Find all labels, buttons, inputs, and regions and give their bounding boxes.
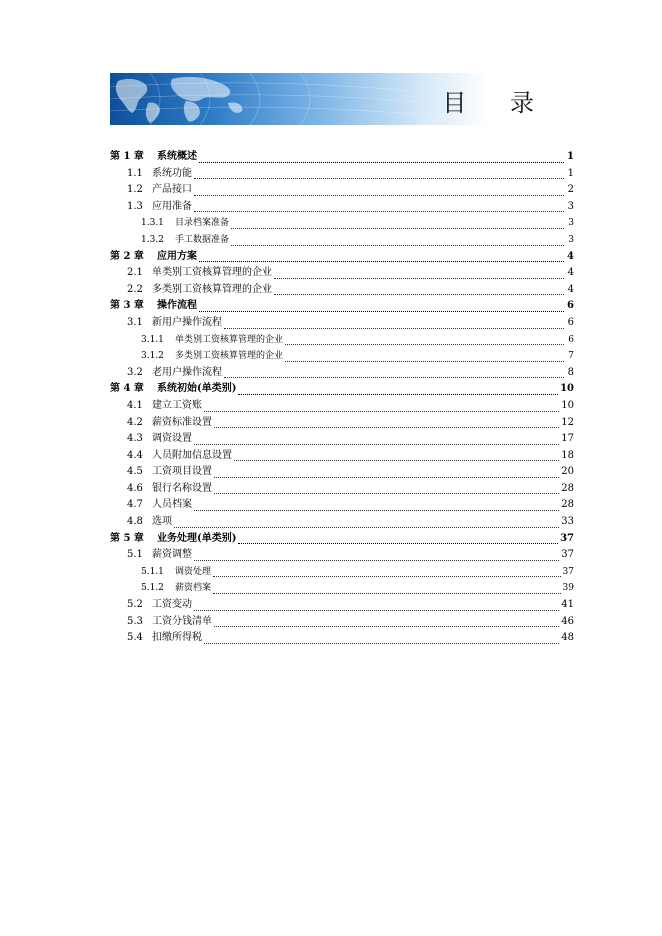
toc-dot-leader (204, 642, 559, 644)
toc-entry-title: 人员档案 (152, 499, 192, 511)
toc-entry-page: 17 (561, 433, 574, 445)
toc-entry[interactable] (110, 514, 574, 531)
toc-dot-leader (238, 542, 558, 544)
toc-entry-title: 手工数据准备 (175, 234, 230, 245)
toc-entry[interactable] (110, 348, 574, 365)
toc-dot-leader (213, 592, 561, 594)
toc-dot-leader (274, 277, 564, 279)
toc-entry-number: 1.3 (127, 200, 143, 212)
toc-entry-title: 调资设置 (152, 433, 192, 445)
toc-entry[interactable] (110, 166, 574, 183)
toc-entry-number: 3.1.1 (141, 334, 164, 345)
toc-entry-page: 28 (561, 499, 574, 511)
toc-dot-leader (238, 393, 558, 395)
toc-dot-leader (194, 559, 559, 561)
toc-entry-title: 业务处理(单类别) (157, 532, 237, 544)
toc-entry-title: 操作流程 (157, 300, 197, 312)
toc-dot-leader (174, 526, 559, 528)
toc-entry[interactable] (110, 265, 574, 282)
toc-entry[interactable] (110, 614, 574, 631)
toc-entry[interactable] (110, 282, 574, 299)
toc-dot-leader (214, 426, 559, 428)
toc-entry-title: 建立工资账 (152, 399, 202, 411)
toc-entry-page: 4 (567, 283, 574, 295)
toc-entry-number: 第 2 章 (110, 250, 144, 262)
toc-dot-leader (214, 492, 559, 494)
toc-entry[interactable] (110, 398, 574, 415)
toc-entry[interactable] (110, 464, 574, 481)
toc-entry-number: 1.3.2 (141, 234, 164, 245)
toc-dot-leader (204, 410, 559, 412)
toc-entry-number: 4.3 (127, 433, 143, 445)
toc-entry-title: 工资分钱清单 (152, 615, 212, 627)
toc-entry[interactable] (110, 597, 574, 614)
toc-entry[interactable] (110, 199, 574, 216)
toc-entry-number: 1.2 (127, 184, 143, 196)
toc-dot-leader (285, 343, 564, 345)
toc-entry-number: 第 5 章 (110, 532, 144, 544)
toc-dot-leader (231, 227, 564, 229)
toc-entry-title: 选项 (152, 516, 172, 528)
toc-dot-leader (199, 310, 564, 312)
toc-entry-title: 目录档案准备 (175, 218, 230, 229)
toc-entry-title: 薪资标准设置 (152, 416, 212, 428)
toc-entry-title: 新用户操作流程 (152, 316, 222, 328)
toc-entry[interactable] (110, 564, 574, 581)
toc-entry[interactable] (110, 497, 574, 514)
toc-entry[interactable] (110, 215, 574, 232)
toc-entry-title: 单类别工资核算管理的企业 (175, 334, 284, 345)
toc-entry-page: 7 (568, 351, 574, 362)
toc-entry-page: 6 (567, 316, 574, 328)
toc-entry[interactable] (110, 232, 574, 249)
toc-entry-number: 第 3 章 (110, 300, 144, 312)
toc-entry-title: 应用方案 (157, 250, 197, 262)
toc-entry-title: 系统概述 (157, 151, 197, 162)
toc-entry-page: 46 (561, 615, 574, 627)
toc-dot-leader (285, 360, 564, 362)
toc-entry[interactable] (110, 630, 574, 647)
toc-dot-leader (194, 609, 559, 611)
toc-entry[interactable] (110, 547, 574, 564)
toc-entry[interactable] (110, 415, 574, 432)
toc-entry[interactable] (110, 481, 574, 498)
toc-entry[interactable] (110, 249, 574, 266)
toc-entry-page: 37 (562, 566, 574, 577)
toc-entry-page: 10 (560, 383, 574, 395)
toc-entry-page: 12 (561, 416, 574, 428)
toc-entry-title: 扣缴所得税 (152, 632, 202, 644)
toc-entry-page: 20 (561, 466, 574, 478)
toc-entry[interactable] (110, 381, 574, 398)
toc-entry-page: 3 (568, 218, 574, 229)
toc-dot-leader (214, 476, 559, 478)
toc-entry-page: 3 (568, 234, 574, 245)
toc-dot-leader (194, 443, 559, 445)
toc-entry-page: 37 (561, 549, 574, 561)
toc-entry-number: 4.5 (127, 466, 143, 478)
table-of-contents (110, 149, 574, 647)
toc-dot-leader (194, 210, 564, 212)
toc-dot-leader (224, 327, 564, 329)
toc-dot-leader (231, 244, 564, 246)
toc-entry[interactable] (110, 332, 574, 349)
toc-entry-number: 4.2 (127, 416, 143, 428)
toc-entry-title: 系统初始(单类别) (157, 383, 237, 395)
toc-entry-page: 6 (568, 334, 574, 345)
toc-entry-title: 银行名称设置 (152, 482, 212, 494)
toc-entry-number: 5.4 (127, 632, 143, 644)
toc-entry-number: 5.1 (127, 549, 143, 561)
toc-entry-page: 18 (561, 449, 574, 461)
toc-dot-leader (234, 459, 559, 461)
toc-entry-page: 8 (567, 366, 574, 378)
toc-entry-number: 4.4 (127, 449, 143, 461)
toc-entry-page: 41 (561, 599, 574, 611)
toc-entry-title: 产品接口 (152, 184, 192, 196)
toc-dot-leader (213, 575, 561, 577)
toc-entry-title: 系统功能 (152, 167, 192, 179)
toc-entry-page: 37 (560, 532, 574, 544)
toc-entry-title: 工资变动 (152, 599, 192, 611)
toc-entry-page: 48 (561, 632, 574, 644)
toc-entry-page: 1 (567, 151, 574, 162)
toc-dot-leader (224, 376, 564, 378)
toc-entry[interactable] (110, 182, 574, 199)
toc-entry-number: 5.1.2 (141, 583, 164, 594)
toc-entry-number: 5.3 (127, 615, 143, 627)
toc-dot-leader (214, 625, 559, 627)
toc-entry-title: 多类别工资核算管理的企业 (175, 351, 284, 362)
toc-entry-page: 3 (567, 200, 574, 212)
toc-entry[interactable] (110, 315, 574, 332)
toc-entry-title: 单类别工资核算管理的企业 (152, 267, 272, 279)
toc-entry-number: 2.2 (127, 283, 143, 295)
toc-entry-number: 1.3.1 (141, 218, 164, 229)
toc-dot-leader (194, 509, 559, 511)
toc-entry[interactable] (110, 149, 574, 166)
toc-entry-title: 老用户操作流程 (152, 366, 222, 378)
toc-entry-title: 薪资档案 (175, 583, 212, 594)
toc-entry[interactable] (110, 365, 574, 382)
toc-entry-number: 2.1 (127, 267, 143, 279)
toc-entry[interactable] (110, 580, 574, 597)
toc-dot-leader (194, 177, 564, 179)
toc-entry-title: 工资项目设置 (152, 466, 212, 478)
toc-entry[interactable] (110, 431, 574, 448)
page-title: 目 录 (442, 89, 552, 117)
toc-entry-page: 39 (562, 583, 574, 594)
toc-entry-number: 3.2 (127, 366, 143, 378)
toc-entry-number: 3.1 (127, 316, 143, 328)
toc-entry-page: 1 (567, 167, 574, 179)
toc-entry-number: 第 1 章 (110, 151, 144, 162)
toc-entry-title: 调资处理 (175, 566, 212, 577)
toc-entry-number: 4.1 (127, 399, 143, 411)
toc-dot-leader (199, 161, 564, 163)
toc-entry-number: 3.1.2 (141, 351, 164, 362)
toc-entry-number: 第 4 章 (110, 383, 144, 395)
toc-entry[interactable] (110, 531, 574, 548)
toc-entry-page: 33 (561, 516, 574, 528)
toc-entry-title: 薪资调整 (152, 549, 192, 561)
toc-entry-page: 10 (561, 399, 574, 411)
toc-dot-leader (274, 293, 564, 295)
toc-entry-number: 1.1 (127, 167, 143, 179)
toc-entry-page: 4 (567, 267, 574, 279)
toc-entry-number: 5.2 (127, 599, 143, 611)
toc-entry-number: 4.7 (127, 499, 143, 511)
toc-entry[interactable] (110, 298, 574, 315)
toc-entry-title: 多类别工资核算管理的企业 (152, 283, 272, 295)
toc-entry-title: 人员附加信息设置 (152, 449, 232, 461)
toc-entry-page: 28 (561, 482, 574, 494)
toc-entry-page: 4 (567, 250, 574, 262)
toc-entry-number: 5.1.1 (141, 566, 164, 577)
header-banner (110, 73, 572, 125)
toc-entry-title: 应用准备 (152, 200, 192, 212)
toc-entry-page: 6 (567, 300, 574, 312)
toc-entry-number: 4.8 (127, 516, 143, 528)
toc-entry-page: 2 (567, 184, 574, 196)
toc-entry-number: 4.6 (127, 482, 143, 494)
toc-entry[interactable] (110, 448, 574, 465)
toc-dot-leader (194, 194, 564, 196)
toc-dot-leader (199, 260, 564, 262)
